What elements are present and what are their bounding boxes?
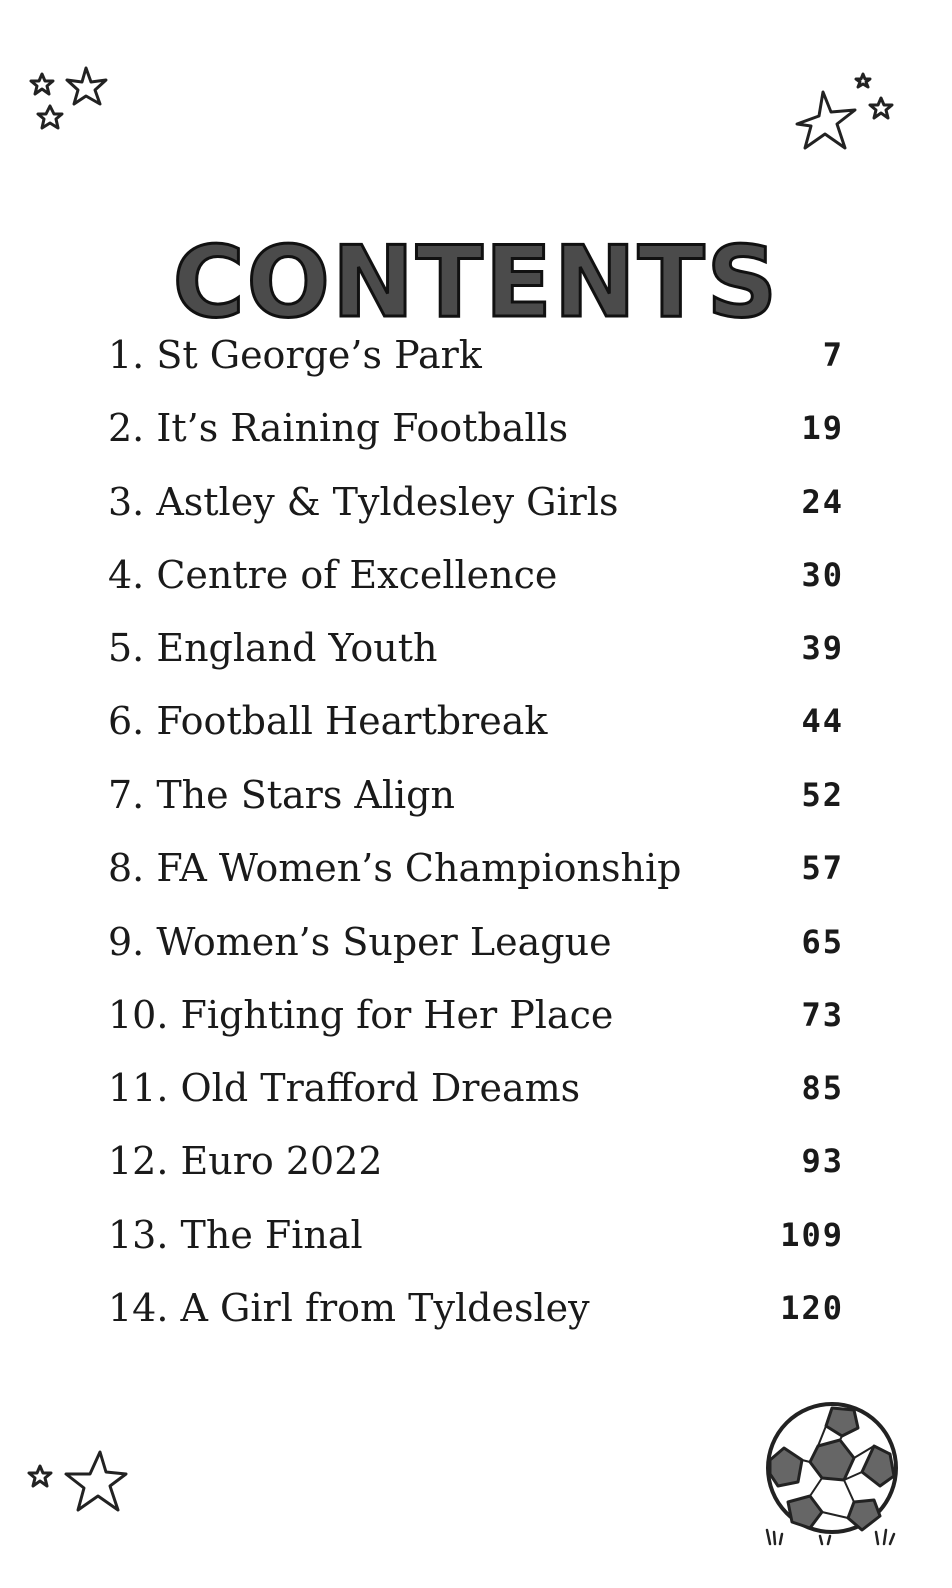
chapter-title: 13. The Final	[108, 1213, 363, 1257]
star-icon	[797, 92, 855, 148]
toc-entry	[0, 325, 952, 385]
star-icon	[856, 74, 870, 87]
chapter-title: 2. It’s Raining Footballs	[108, 406, 569, 450]
page-number: 24	[801, 483, 844, 521]
star-cluster-bottom-left	[26, 1448, 131, 1523]
football-icon	[762, 1398, 907, 1548]
chapter-title: 3. Astley & Tyldesley Girls	[108, 480, 619, 524]
toc-entry	[0, 398, 952, 458]
star-icon	[870, 98, 892, 118]
page-number: 39	[801, 629, 844, 667]
chapter-title: 1. St George’s Park	[108, 333, 482, 377]
page-number: 7	[822, 336, 844, 374]
toc-entry	[0, 1058, 952, 1118]
toc-entry	[0, 1205, 952, 1265]
page-number: 30	[801, 556, 844, 594]
star-icon	[67, 68, 106, 104]
chapter-title: 9. Women’s Super League	[108, 920, 612, 964]
toc-entry	[0, 985, 952, 1045]
page-number: 44	[801, 702, 844, 740]
chapter-title: 4. Centre of Excellence	[108, 553, 558, 597]
star-icon	[29, 1466, 51, 1486]
chapter-title: 8. FA Women’s Championship	[108, 846, 682, 890]
chapter-title: 6. Football Heartbreak	[108, 699, 548, 743]
chapter-title: 7. The Stars Align	[108, 773, 455, 817]
chapter-title: 10. Fighting for Her Place	[108, 993, 614, 1037]
page-title: CONTENTS	[172, 225, 780, 340]
star-icon	[31, 74, 53, 94]
page-number: 73	[801, 996, 844, 1034]
toc-entry	[0, 545, 952, 605]
toc-entry	[0, 472, 952, 532]
page-number: 65	[801, 923, 844, 961]
star-icon	[38, 106, 62, 128]
chapter-title: 12. Euro 2022	[108, 1139, 383, 1183]
page-number: 109	[780, 1216, 844, 1254]
page-number: 52	[801, 776, 844, 814]
chapter-title: 14. A Girl from Tyldesley	[108, 1286, 590, 1330]
toc-entry	[0, 1131, 952, 1191]
toc-entry	[0, 765, 952, 825]
chapter-title: 5. England Youth	[108, 626, 438, 670]
toc-entry	[0, 691, 952, 751]
toc-entry	[0, 912, 952, 972]
toc-entry	[0, 838, 952, 898]
chapter-title: 11. Old Trafford Dreams	[108, 1066, 581, 1110]
page-number: 57	[801, 849, 844, 887]
toc-entry	[0, 1278, 952, 1338]
toc-entry	[0, 618, 952, 678]
star-cluster-top-right	[795, 68, 900, 163]
star-cluster-top-left	[28, 62, 118, 142]
page-number: 93	[801, 1142, 844, 1180]
star-icon	[66, 1452, 126, 1510]
page-number: 85	[801, 1069, 844, 1107]
page-number: 120	[780, 1289, 844, 1327]
page-number: 19	[801, 409, 844, 447]
